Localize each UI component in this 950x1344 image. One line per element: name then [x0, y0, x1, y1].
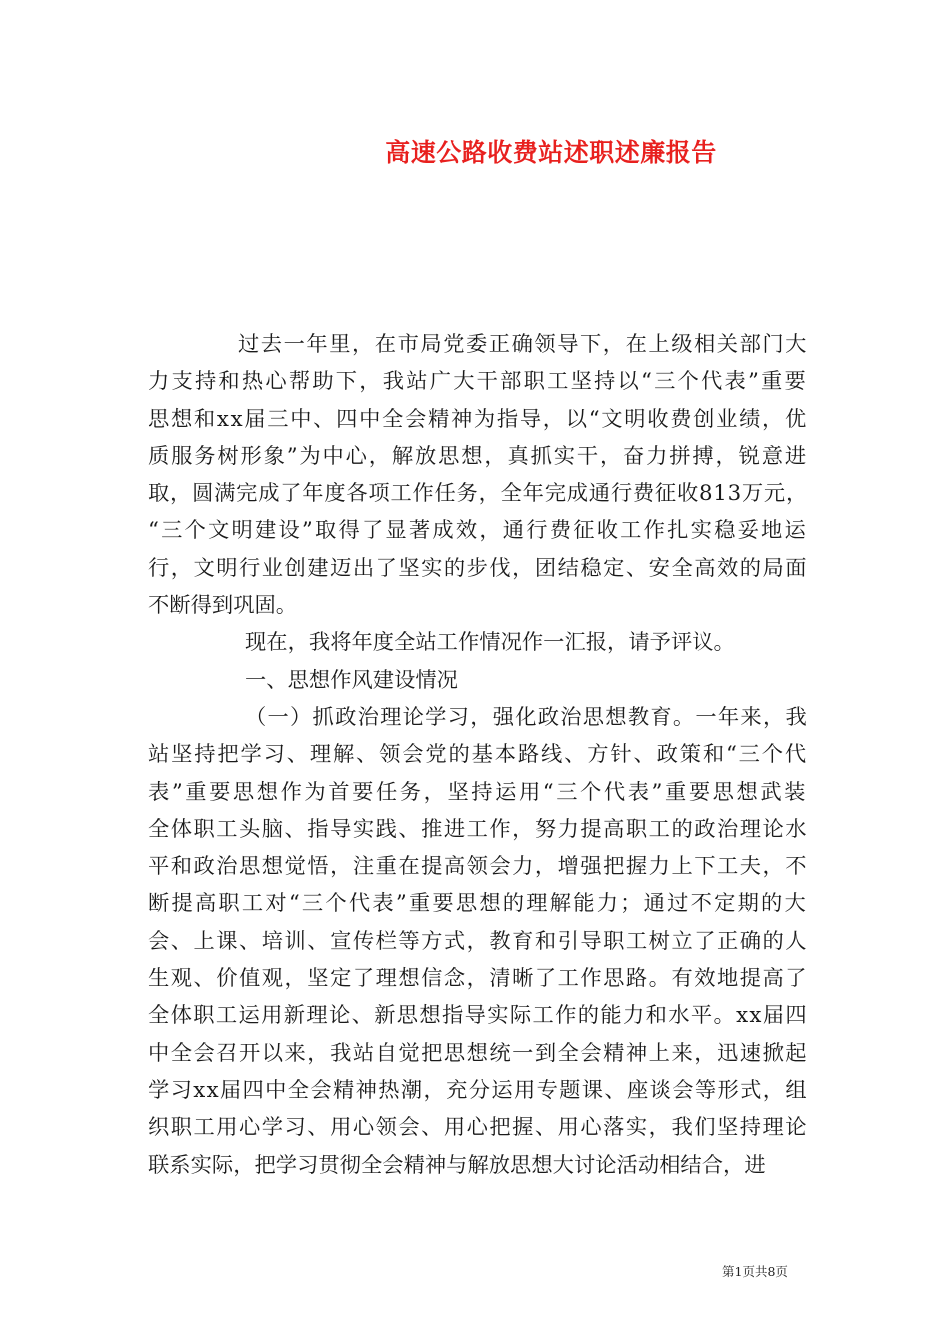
paragraph-line: 平和政治思想觉悟，注重在提高领会力，增强把握力上下工夫，不: [148, 854, 808, 880]
paragraph-line: 联系实际，把学习贯彻全会精神与解放思想大讨论活动相结合，进: [148, 1152, 766, 1178]
paragraph-line: “三个文明建设”取得了显著成效，通行费征收工作扎实稳妥地运: [148, 518, 808, 544]
paragraph-line: 行，文明行业创建迈出了坚实的步伐，团结稳定、安全高效的局面: [148, 555, 808, 581]
paragraph-line: 全体职工运用新理论、新思想指导实际工作的能力和水平。xx届四: [148, 1003, 808, 1029]
paragraph-line: 质服务树形象”为中心，解放思想，真抓实干，奋力拼搏，锐意进: [148, 443, 808, 469]
paragraph-line: （一）抓政治理论学习，强化政治思想教育。一年来，我: [245, 704, 808, 730]
paragraph-line: 过去一年里，在市局党委正确领导下，在上级相关部门大: [238, 332, 808, 357]
paragraph-line: 不断得到巩固。: [148, 593, 298, 619]
paragraph-line: 织职工用心学习、用心领会、用心把握、用心落实，我们坚持理论: [148, 1115, 808, 1141]
paragraph-line: 取，圆满完成了年度各项工作任务，全年完成通行费征收813万元，: [148, 481, 808, 507]
document-body: [148, 326, 808, 1184]
paragraph-line: 学习xx届四中全会精神热潮，充分运用专题课、座谈会等形式，组: [148, 1077, 808, 1103]
paragraph-line: 中全会召开以来，我站自觉把思想统一到全会精神上来，迅速掀起: [148, 1040, 808, 1066]
paragraph-line: 断提高职工对“三个代表”重要思想的理解能力；通过不定期的大: [148, 891, 808, 917]
paragraph-line: 生观、价值观，坚定了理想信念，清晰了工作思路。有效地提高了: [148, 966, 808, 992]
paragraph-line: 会、上课、培训、宣传栏等方式，教育和引导职工树立了正确的人: [148, 928, 808, 954]
paragraph-line: 一、思想作风建设情况: [245, 667, 458, 693]
paragraph-line: 现在，我将年度全站工作情况作一汇报，请予评议。: [245, 630, 735, 656]
page-number-footer: 第1页共8页: [722, 1264, 788, 1279]
document-title: 高速公路收费站述职述廉报告: [385, 138, 717, 167]
paragraph-line: 全体职工头脑、指导实践、推进工作，努力提高职工的政治理论水: [148, 816, 808, 842]
paragraph-line: 思想和xx届三中、四中全会精神为指导，以“文明收费创业绩，优: [148, 406, 808, 432]
paragraph-line: 表”重要思想作为首要任务，坚持运用“三个代表”重要思想武装: [148, 779, 808, 805]
paragraph-line: 力支持和热心帮助下，我站广大干部职工坚持以“三个代表”重要: [148, 369, 808, 395]
paragraph-line: 站坚持把学习、理解、领会党的基本路线、方针、政策和“三个代: [148, 742, 808, 768]
